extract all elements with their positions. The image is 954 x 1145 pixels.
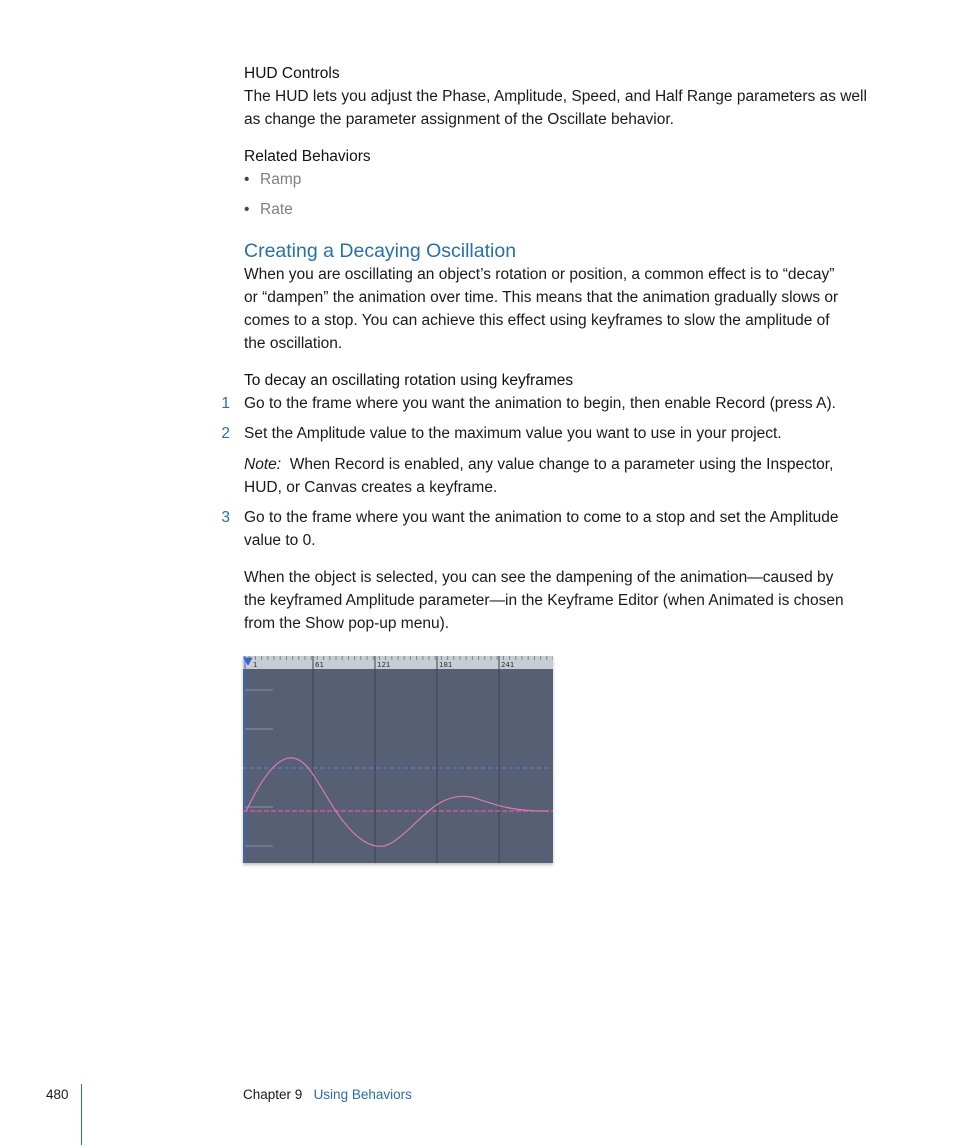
ruler-label: 61 [315, 661, 324, 669]
ruler-label: 181 [439, 661, 453, 669]
ruler-label: 121 [377, 661, 391, 669]
footer-rule [81, 1084, 82, 1145]
note-block: Note: When Record is enabled, any value change to a parameter using the Inspector, HUD, or Canvas creates a keyframe. [244, 456, 834, 496]
related-behaviors-heading: Related Behaviors [244, 148, 371, 165]
related-item-rate[interactable]: • Rate [244, 198, 293, 221]
step-number: 2 [221, 425, 230, 442]
bullet-icon: • [244, 171, 250, 188]
step-text: Go to the frame where you want the animation to come to a stop and set the Amplitude value to 0. [244, 509, 839, 549]
amplitude-curve[interactable] [246, 758, 549, 846]
section-title: Creating a Decaying Oscillation [244, 240, 517, 262]
hud-controls-heading: HUD Controls [244, 65, 340, 82]
keyframe-editor-graph [243, 656, 553, 863]
step-number: 1 [221, 395, 230, 412]
footer-chapter: Chapter 9 Using Behaviors [243, 1087, 412, 1102]
bullet-icon: • [244, 201, 250, 218]
related-item-ramp[interactable]: • Ramp [244, 168, 301, 191]
step-number: 3 [221, 509, 230, 526]
note-label: Note: [244, 456, 282, 473]
ruler-label: 1 [253, 661, 258, 669]
procedure-heading: To decay an oscillating rotation using keyframes [244, 372, 574, 389]
section-paragraph: When you are oscillating an object’s rotation or position, a common effect is to “decay” or “dampen” the animation over time. This means that the animation gradually slows or comes to a stop. You can achieve this effect using keyframes to slow the amplitude of the oscillation. [244, 266, 839, 352]
page-number: 480 [46, 1087, 69, 1102]
step-text: Go to the frame where you want the animation to begin, then enable Record (press A). [244, 395, 836, 412]
hud-controls-paragraph: The HUD lets you adjust the Phase, Amplitude, Speed, and Half Range parameters as well as change the parameter assignment of the Oscillate behavior. [244, 88, 867, 128]
closing-paragraph: When the object is selected, you can see the dampening of the animation—caused by the keyframed Amplitude parameter—in the Keyframe Editor (when Animated is chosen from the Show pop-up menu). [244, 569, 844, 632]
ruler-label: 241 [501, 661, 515, 669]
footer-chapter-title-link[interactable]: Using Behaviors [313, 1087, 412, 1102]
keyframe-editor [243, 656, 553, 863]
step-text: Set the Amplitude value to the maximum value you want to use in your project. [244, 425, 782, 442]
